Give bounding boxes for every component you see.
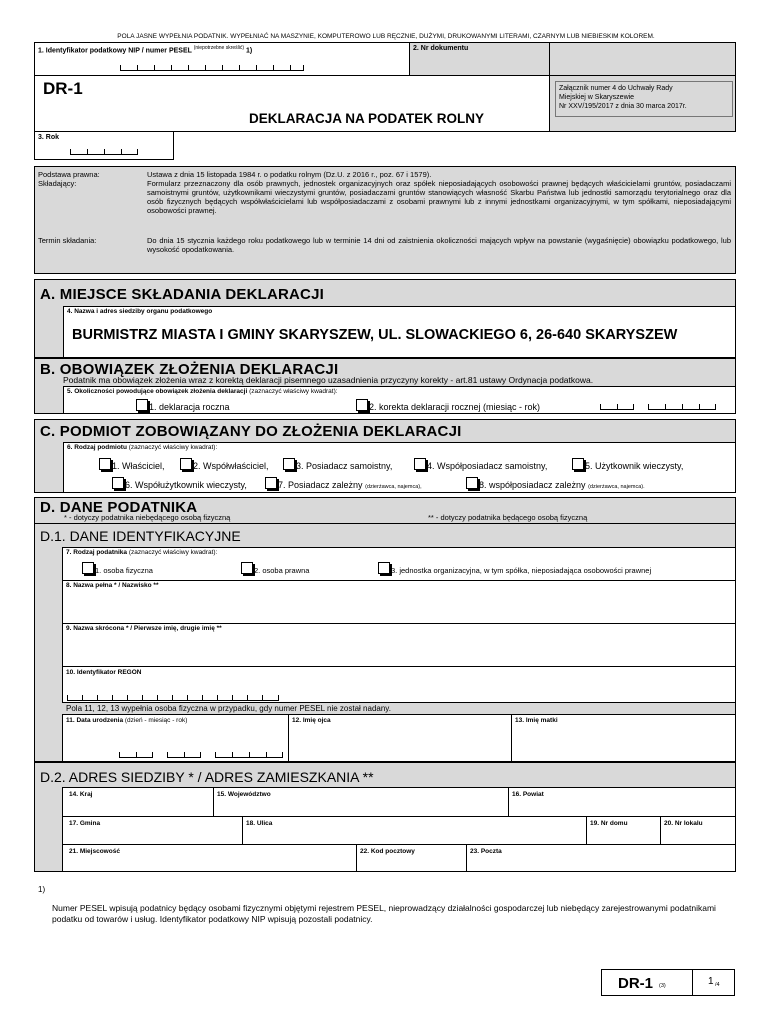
regon-field[interactable] [62, 666, 736, 703]
taxpayer-organizational-unit-label: 3. jednostka organizacyjna, w tym spółka, nieposiadająca osobowości prawnej [391, 566, 652, 575]
section-d2-title: D.2. ADRES SIEDZIBY * / ADRES ZAMIESZKANIA ** [40, 769, 374, 785]
entity-option-2-label: 2. Współwłaściciel, [193, 461, 269, 471]
nip-pesel-field[interactable] [34, 42, 410, 76]
nip-pesel-label: 1. Identyfikator podatkowy NIP / numer PESEL [38, 47, 192, 55]
circumstances-label: 5. Okoliczności powodujące obowiązek złożenia deklaracji [67, 388, 248, 395]
taxpayer-organizational-unit[interactable] [378, 562, 651, 575]
taxpayer-type-hint: (zaznaczyć właściwy kwadrat): [128, 549, 218, 556]
nip-pesel-note: (niepotrzebne skreślić) [193, 45, 245, 51]
option-correction[interactable] [356, 399, 540, 412]
checkbox-annual[interactable] [136, 399, 148, 411]
apartment-number-label: 20. Nr lokalu [664, 820, 703, 827]
house-number-label: 19. Nr domu [590, 820, 628, 827]
correction-month-boxes[interactable] [600, 404, 634, 410]
entity-option-8[interactable] [466, 477, 645, 490]
entity-option-6-label: 6. Współużytkownik wieczysty, [125, 480, 247, 490]
section-a [34, 279, 736, 358]
taxpayer-legal-person-label: 2. osoba prawna [254, 566, 310, 575]
taxpayer-type-field [62, 547, 736, 581]
entity-type-hint: (zaznaczyć właściwy kwadrat): [128, 444, 218, 451]
mother-name-label: 13. Imię matki [515, 717, 558, 724]
filer-label: Składający: [38, 179, 77, 188]
checkbox-legal-person[interactable] [241, 562, 253, 574]
attachment-line-2: Miejskiej w Skaryszewie [559, 94, 635, 101]
section-d [34, 497, 736, 524]
tax-office-value: BURMISTRZ MIASTA I GMINY SKARYSZEW, UL. SLOWACKIEGO 6, 26-640 SKARYSZEW [72, 327, 678, 343]
entity-option-7-label: 7. Posiadacz zależny [278, 480, 363, 490]
option-annual[interactable] [136, 399, 230, 412]
checkbox-entity-6[interactable] [112, 477, 124, 489]
checkbox-entity-8[interactable] [466, 477, 478, 489]
section-d-note-2: ** - dotyczy podatnika będącego osobą fizyczną [428, 513, 588, 522]
checkbox-entity-2[interactable] [180, 458, 192, 470]
entity-option-2[interactable] [180, 458, 269, 471]
birth-parents-row [62, 714, 736, 762]
county-label: 16. Powiat [512, 791, 544, 798]
filer-text: Formularz przeznaczony dla osób prawnych, jednostek organizacyjnych oraz spółek nieposiadających osobowości prawnej będących właścicielami gruntów, posiadaczami samoistnymi gruntów, użytkownikami wieczystymi gruntów, posiadaczami gruntów stanowiących własność Skarbu Państwa lub jednostki samorządu terytorialnego oraz dla osób fizycznych będących współwłaścicielami lub współposiadaczami z osobami prawnymi lub z innymi jednostkami organizacyjnymi, w tym spółkami, nieposiadającymi osobowości prawnej. [147, 179, 731, 215]
section-d-note-1: * - dotyczy podatnika niebędącego osobą fizyczną [64, 513, 231, 522]
basis-label: Podstawa prawna: [38, 170, 100, 179]
taxpayer-type-label: 7. Rodzaj podatnika [66, 549, 128, 556]
birth-date-label: 11. Data urodzenia [66, 717, 124, 724]
form-header-block [34, 75, 550, 132]
section-c-title: C. PODMIOT ZOBOWIĄZANY DO ZŁOŻENIA DEKLARACJI [40, 423, 462, 440]
taxpayer-natural-person-label: 1. osoba fizyczna [95, 566, 153, 575]
short-name-label: 9. Nazwa skrócona * / Pierwsze imię, drugie imię ** [66, 625, 222, 632]
section-b [34, 358, 736, 414]
attachment-line-1: Załącznik numer 4 do Uchwały Rady [559, 85, 673, 92]
birth-month-boxes[interactable] [167, 752, 201, 758]
birth-day-boxes[interactable] [119, 752, 153, 758]
locality-label: 21. Miejscowość [69, 848, 120, 855]
address-grid [62, 787, 736, 872]
full-name-field[interactable] [62, 580, 736, 624]
taxpayer-natural-person[interactable] [82, 562, 153, 575]
circumstances-hint: (zaznaczyć właściwy kwadrat): [249, 388, 338, 395]
correction-year-boxes[interactable] [648, 404, 716, 410]
form-code: DR-1 [43, 79, 83, 98]
option-correction-label: 2. korekta deklaracji rocznej (miesiąc - rok) [369, 402, 541, 412]
document-number-field [409, 42, 550, 76]
entity-option-1-label: 1. Właściciel, [112, 461, 165, 471]
attachment-block [549, 75, 736, 132]
section-d1-title: D.1. DANE IDENTYFIKACYJNE [40, 528, 241, 544]
footer-page-total: /4 [715, 982, 720, 988]
regon-label: 10. Identyfikator REGON [66, 669, 142, 676]
deadline-text: Do dnia 15 stycznia każdego roku podatkowego lub w terminie 14 dni od zaistnienia okoliczności mających wpływ na powstanie (wygaśnięcie) obowiązku podatkowego, lub wysokość opodatkowania. [147, 236, 731, 254]
post-office-label: 23. Poczta [470, 848, 502, 855]
country-label: 14. Kraj [69, 791, 93, 798]
year-label: 3. Rok [38, 134, 60, 141]
section-d-title: D. DANE PODATNIKA [40, 499, 198, 516]
street-label: 18. Ulica [246, 820, 273, 827]
full-name-label: 8. Nazwa pełna * / Nazwisko ** [66, 582, 159, 589]
footnote-mark: 1) [38, 885, 46, 894]
nip-pesel-ref: 1) [246, 47, 253, 55]
footer-form-code: DR-1 [618, 975, 654, 992]
checkbox-correction[interactable] [356, 399, 368, 411]
checkbox-entity-4[interactable] [414, 458, 426, 470]
circumstances-field [63, 386, 736, 414]
entity-option-3-label: 3. Posiadacz samoistny, [296, 461, 393, 471]
short-name-field[interactable] [62, 623, 736, 667]
birth-date-hint: (dzień - miesiąc - rok) [124, 717, 188, 724]
entity-option-4-label: 4. Współposiadacz samoistny, [427, 461, 548, 471]
checkbox-entity-5[interactable] [572, 458, 584, 470]
attachment-line-3: Nr XXV/195/2017 z dnia 30 marca 2017r. [559, 103, 687, 110]
option-annual-label: 1. deklaracja roczna [149, 402, 230, 412]
document-number-label: 2. Nr dokumentu [413, 45, 469, 52]
footer-version: (3) [659, 983, 666, 989]
checkbox-entity-7[interactable] [265, 477, 277, 489]
checkbox-organizational-unit[interactable] [378, 562, 390, 574]
entity-option-7[interactable] [265, 477, 422, 490]
postal-code-label: 22. Kod pocztowy [360, 848, 415, 855]
entity-option-5[interactable] [572, 458, 683, 471]
taxpayer-legal-person[interactable] [241, 562, 309, 575]
deadline-label: Termin składania: [38, 236, 97, 245]
footer-page-number: 1 [708, 976, 714, 987]
section-b-note: Podatnik ma obowiązek złożenia wraz z korektą deklaracji pisemnego uzasadnienia przyczyny korekty - art.81 ustawy Ordynacja podatkowa. [63, 375, 594, 385]
footer-box [601, 969, 735, 996]
entity-option-4[interactable] [414, 458, 547, 471]
checkbox-entity-3[interactable] [283, 458, 295, 470]
entity-option-3[interactable] [283, 458, 392, 471]
entity-option-1[interactable] [99, 458, 165, 471]
fill-instruction: POLA JASNE WYPEŁNIA PODATNIK. WYPEŁNIAĆ NA MASZYNIE, KOMPUTEROWO LUB RĘCZNIE, DUŻYMI, DRUKOWANYMI LITERAMI, CZARNYM LUB NIEBIESKIM KOLOREM. [117, 33, 655, 40]
entity-option-7-hint: (dzierżawca, najemca), [365, 484, 422, 490]
birth-year-boxes[interactable] [215, 752, 283, 758]
entity-type-label: 6. Rodzaj podmiotu [67, 444, 127, 451]
entity-option-8-label: 8. współposiadacz zależny [479, 480, 586, 490]
legal-basis-block [34, 166, 736, 274]
year-field[interactable] [34, 131, 174, 160]
checkbox-natural-person[interactable] [82, 562, 94, 574]
entity-option-6[interactable] [112, 477, 247, 490]
gray-header-block [549, 42, 736, 76]
pesel-fields-note: Pola 11, 12, 13 wypełnia osoba fizyczna w przypadku, gdy numer PESEL nie został nadany. [66, 704, 391, 713]
tax-office-field[interactable] [63, 306, 736, 358]
checkbox-entity-1[interactable] [99, 458, 111, 470]
footnote-text: Numer PESEL wpisują podatnicy będący osobami fizycznymi objętymi rejestrem PESEL, nieprowadzący działalności gospodarczej lub niebędący zarejestrowanymi podatnikami podatku od towarów i usług. Identyfikator podatkowy NIP wpisują pozostali podatnicy. [52, 903, 716, 924]
entity-type-field [63, 442, 736, 493]
nip-pesel-boxes [120, 65, 304, 71]
tax-office-label: 4. Nazwa i adres siedziby organu podatkowego [67, 308, 213, 315]
entity-option-8-hint: (dzierżawca, najemca). [588, 484, 645, 490]
section-c [34, 419, 736, 493]
year-boxes [70, 149, 138, 155]
father-name-label: 12. Imię ojca [292, 717, 331, 724]
section-a-title: A. MIEJSCE SKŁADANIA DEKLARACJI [40, 286, 325, 303]
entity-option-5-label: 5. Użytkownik wieczysty, [585, 461, 684, 471]
section-b-title: B. OBOWIĄZEK ZŁOŻENIA DEKLARACJI [40, 361, 339, 378]
form-title: DEKLARACJA NA PODATEK ROLNY [249, 111, 485, 126]
basis-text: Ustawa z dnia 15 listopada 1984 r. o podatku rolnym (Dz.U. z 2016 r., poz. 67 i 1579). [147, 170, 432, 179]
municipality-label: 17. Gmina [69, 820, 101, 827]
attachment-frame [555, 81, 733, 117]
regon-boxes [67, 695, 279, 701]
voivodeship-label: 15. Województwo [217, 791, 271, 798]
